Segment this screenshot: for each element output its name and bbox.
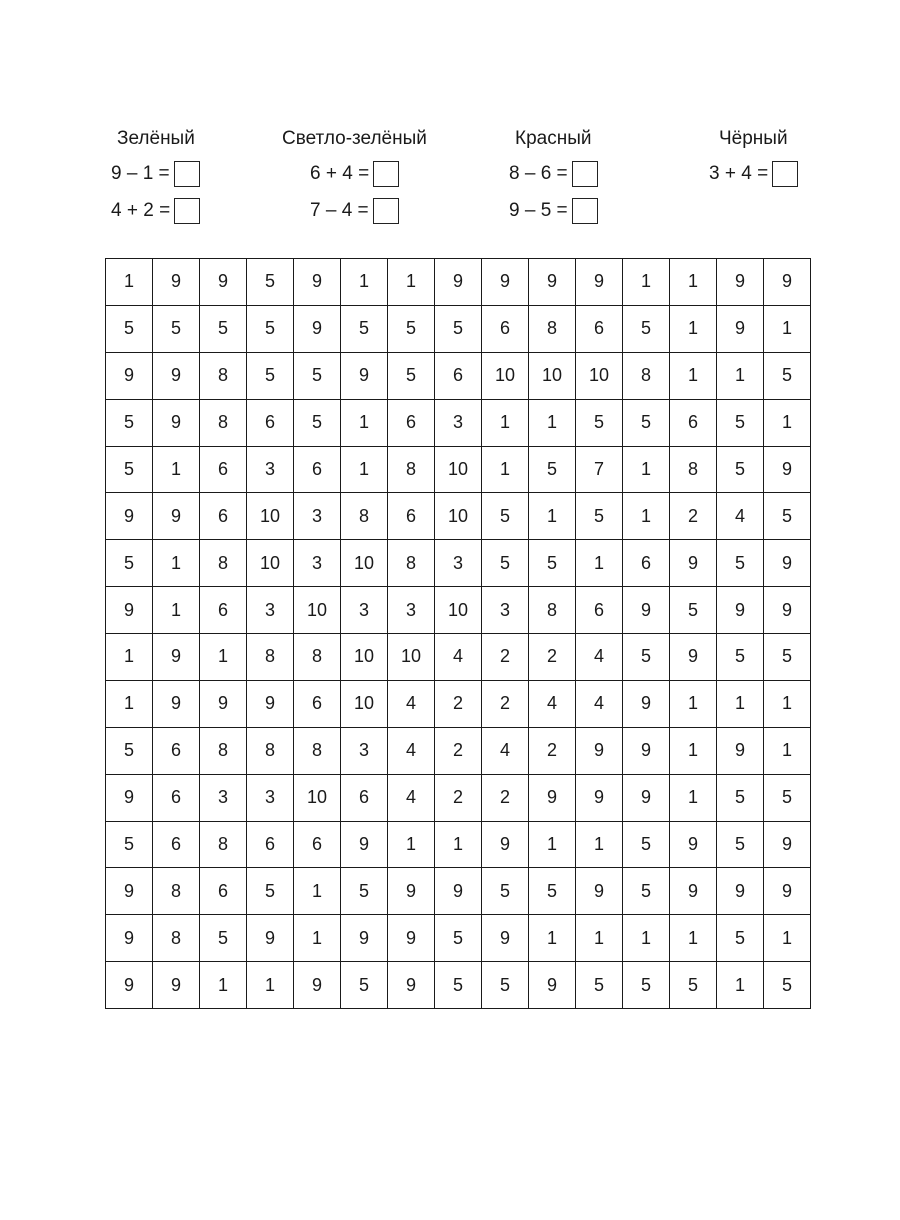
grid-cell[interactable]: 8 bbox=[670, 446, 717, 493]
grid-cell[interactable]: 1 bbox=[482, 446, 529, 493]
grid-cell[interactable]: 5 bbox=[435, 305, 482, 352]
grid-cell[interactable]: 9 bbox=[576, 868, 623, 915]
grid-cell[interactable]: 5 bbox=[764, 634, 811, 681]
grid-cell[interactable]: 3 bbox=[247, 774, 294, 821]
answer-box[interactable] bbox=[572, 198, 598, 224]
grid-cell[interactable]: 10 bbox=[576, 352, 623, 399]
grid-cell[interactable]: 4 bbox=[482, 727, 529, 774]
grid-cell[interactable]: 9 bbox=[388, 962, 435, 1009]
grid-cell[interactable]: 4 bbox=[388, 727, 435, 774]
grid-cell[interactable]: 8 bbox=[153, 868, 200, 915]
grid-cell[interactable]: 5 bbox=[764, 962, 811, 1009]
grid-cell[interactable]: 5 bbox=[294, 399, 341, 446]
grid-row bbox=[106, 821, 811, 868]
grid-cell[interactable]: 9 bbox=[764, 821, 811, 868]
grid-cell[interactable]: 9 bbox=[717, 305, 764, 352]
grid-cell[interactable]: 9 bbox=[106, 774, 153, 821]
grid-cell[interactable]: 3 bbox=[294, 540, 341, 587]
grid-cell[interactable]: 9 bbox=[341, 915, 388, 962]
grid-cell[interactable]: 10 bbox=[482, 352, 529, 399]
grid-cell[interactable]: 6 bbox=[200, 587, 247, 634]
grid-cell[interactable]: 5 bbox=[482, 540, 529, 587]
equation-text: 7 – 4 = bbox=[310, 200, 369, 221]
grid-cell[interactable]: 5 bbox=[247, 868, 294, 915]
grid-cell[interactable]: 5 bbox=[717, 821, 764, 868]
grid-cell[interactable]: 1 bbox=[623, 446, 670, 493]
grid-cell[interactable]: 4 bbox=[529, 680, 576, 727]
grid-cell[interactable]: 9 bbox=[764, 540, 811, 587]
grid-cell[interactable]: 2 bbox=[435, 680, 482, 727]
grid-cell[interactable]: 4 bbox=[388, 774, 435, 821]
grid-cell[interactable]: 5 bbox=[576, 493, 623, 540]
grid-cell[interactable]: 6 bbox=[623, 540, 670, 587]
grid-cell[interactable]: 6 bbox=[200, 868, 247, 915]
grid-cell[interactable]: 1 bbox=[200, 634, 247, 681]
grid-cell[interactable]: 9 bbox=[576, 774, 623, 821]
grid-cell[interactable]: 8 bbox=[200, 540, 247, 587]
grid-cell[interactable]: 5 bbox=[106, 305, 153, 352]
grid-cell[interactable]: 1 bbox=[670, 915, 717, 962]
grid-cell[interactable]: 6 bbox=[388, 493, 435, 540]
grid-cell[interactable]: 9 bbox=[153, 962, 200, 1009]
grid-cell[interactable]: 10 bbox=[294, 587, 341, 634]
grid-cell[interactable]: 1 bbox=[529, 821, 576, 868]
grid-cell[interactable]: 8 bbox=[294, 634, 341, 681]
grid-cell[interactable]: 5 bbox=[764, 352, 811, 399]
grid-cell[interactable]: 10 bbox=[435, 446, 482, 493]
grid-cell[interactable]: 9 bbox=[435, 259, 482, 306]
equation-text: 8 – 6 = bbox=[509, 163, 568, 184]
grid-cell[interactable]: 8 bbox=[529, 587, 576, 634]
grid-cell[interactable]: 5 bbox=[106, 399, 153, 446]
grid-cell[interactable]: 5 bbox=[529, 540, 576, 587]
grid-cell[interactable]: 5 bbox=[247, 352, 294, 399]
grid-cell[interactable]: 10 bbox=[341, 634, 388, 681]
grid-cell[interactable]: 1 bbox=[764, 680, 811, 727]
grid-cell[interactable]: 5 bbox=[717, 399, 764, 446]
grid-cell[interactable]: 5 bbox=[153, 305, 200, 352]
grid-row bbox=[106, 587, 811, 634]
grid-row bbox=[106, 446, 811, 493]
grid-cell[interactable]: 5 bbox=[341, 868, 388, 915]
grid-cell[interactable]: 9 bbox=[388, 915, 435, 962]
grid-cell[interactable]: 1 bbox=[670, 352, 717, 399]
grid-cell[interactable]: 6 bbox=[482, 305, 529, 352]
grid-cell[interactable]: 6 bbox=[247, 821, 294, 868]
grid-cell[interactable]: 9 bbox=[341, 352, 388, 399]
grid-cell[interactable]: 9 bbox=[153, 259, 200, 306]
grid-cell[interactable]: 5 bbox=[576, 962, 623, 1009]
answer-box[interactable] bbox=[572, 161, 598, 187]
legend-title-black: Чёрный bbox=[719, 128, 788, 149]
grid-cell[interactable]: 7 bbox=[576, 446, 623, 493]
grid-cell[interactable]: 9 bbox=[529, 774, 576, 821]
grid-cell[interactable]: 1 bbox=[764, 727, 811, 774]
grid-cell[interactable]: 5 bbox=[717, 774, 764, 821]
equation-red-2 bbox=[509, 197, 598, 225]
grid-cell[interactable]: 6 bbox=[435, 352, 482, 399]
grid-cell[interactable]: 9 bbox=[106, 587, 153, 634]
grid-cell[interactable]: 9 bbox=[670, 634, 717, 681]
grid-cell[interactable]: 5 bbox=[623, 634, 670, 681]
grid-cell[interactable]: 9 bbox=[576, 259, 623, 306]
grid-cell[interactable]: 1 bbox=[153, 540, 200, 587]
grid-cell[interactable]: 9 bbox=[764, 446, 811, 493]
grid-cell[interactable]: 8 bbox=[153, 915, 200, 962]
grid-cell[interactable]: 1 bbox=[717, 680, 764, 727]
grid-cell[interactable]: 9 bbox=[529, 259, 576, 306]
equation-green-1 bbox=[111, 160, 200, 188]
grid-cell[interactable]: 9 bbox=[153, 399, 200, 446]
grid-cell[interactable]: 9 bbox=[717, 259, 764, 306]
grid-cell[interactable]: 8 bbox=[200, 727, 247, 774]
grid-cell[interactable]: 9 bbox=[482, 821, 529, 868]
grid-cell[interactable]: 5 bbox=[717, 540, 764, 587]
grid-cell[interactable]: 1 bbox=[341, 259, 388, 306]
grid-cell[interactable]: 9 bbox=[623, 727, 670, 774]
grid-cell[interactable]: 1 bbox=[106, 259, 153, 306]
grid-cell[interactable]: 2 bbox=[482, 680, 529, 727]
grid-cell[interactable]: 9 bbox=[529, 962, 576, 1009]
answer-box[interactable] bbox=[772, 161, 798, 187]
grid-cell[interactable]: 3 bbox=[388, 587, 435, 634]
grid-cell[interactable]: 6 bbox=[153, 727, 200, 774]
grid-cell[interactable]: 3 bbox=[341, 587, 388, 634]
grid-cell[interactable]: 9 bbox=[717, 727, 764, 774]
grid-cell[interactable]: 9 bbox=[623, 680, 670, 727]
grid-row bbox=[106, 868, 811, 915]
grid-cell[interactable]: 3 bbox=[200, 774, 247, 821]
grid-cell[interactable]: 3 bbox=[435, 399, 482, 446]
grid-row bbox=[106, 540, 811, 587]
grid-cell[interactable]: 10 bbox=[247, 493, 294, 540]
grid-cell[interactable]: 1 bbox=[623, 493, 670, 540]
grid-cell[interactable]: 8 bbox=[200, 821, 247, 868]
grid-cell[interactable]: 5 bbox=[106, 821, 153, 868]
grid-cell[interactable]: 9 bbox=[106, 868, 153, 915]
grid-cell[interactable]: 6 bbox=[388, 399, 435, 446]
grid-cell[interactable]: 8 bbox=[388, 446, 435, 493]
grid-cell[interactable]: 4 bbox=[435, 634, 482, 681]
grid-cell[interactable]: 1 bbox=[576, 821, 623, 868]
grid-cell[interactable]: 5 bbox=[623, 305, 670, 352]
color-legend bbox=[0, 126, 900, 236]
grid-cell[interactable]: 1 bbox=[153, 587, 200, 634]
grid-cell[interactable]: 1 bbox=[670, 259, 717, 306]
answer-box[interactable] bbox=[174, 161, 200, 187]
grid-cell[interactable]: 5 bbox=[717, 634, 764, 681]
grid-cell[interactable]: 3 bbox=[247, 446, 294, 493]
answer-box[interactable] bbox=[174, 198, 200, 224]
grid-cell[interactable]: 1 bbox=[623, 915, 670, 962]
grid-cell[interactable]: 1 bbox=[764, 399, 811, 446]
grid-cell[interactable]: 1 bbox=[294, 915, 341, 962]
grid-cell[interactable]: 5 bbox=[623, 868, 670, 915]
grid-cell[interactable]: 2 bbox=[482, 634, 529, 681]
answer-box[interactable] bbox=[373, 198, 399, 224]
grid-cell[interactable]: 9 bbox=[623, 774, 670, 821]
grid-cell[interactable]: 8 bbox=[247, 727, 294, 774]
grid-cell[interactable]: 5 bbox=[529, 446, 576, 493]
grid-cell[interactable]: 6 bbox=[341, 774, 388, 821]
grid-cell[interactable]: 5 bbox=[764, 493, 811, 540]
grid-cell[interactable]: 1 bbox=[435, 821, 482, 868]
grid-cell[interactable]: 8 bbox=[200, 352, 247, 399]
grid-cell[interactable]: 5 bbox=[482, 868, 529, 915]
grid-cell[interactable]: 5 bbox=[388, 305, 435, 352]
grid-cell[interactable]: 1 bbox=[623, 259, 670, 306]
equation-text: 4 + 2 = bbox=[111, 200, 171, 221]
grid-cell[interactable]: 1 bbox=[576, 915, 623, 962]
equation-red-1 bbox=[509, 160, 598, 188]
grid-cell[interactable]: 5 bbox=[106, 540, 153, 587]
equation-text: 9 – 5 = bbox=[509, 200, 568, 221]
grid-cell[interactable]: 8 bbox=[341, 493, 388, 540]
grid-cell[interactable]: 6 bbox=[576, 305, 623, 352]
grid-cell[interactable]: 1 bbox=[482, 399, 529, 446]
grid-cell[interactable]: 10 bbox=[529, 352, 576, 399]
grid-row bbox=[106, 774, 811, 821]
grid-cell[interactable]: 5 bbox=[435, 962, 482, 1009]
grid-cell[interactable]: 9 bbox=[717, 587, 764, 634]
grid-row bbox=[106, 680, 811, 727]
grid-cell[interactable]: 6 bbox=[294, 446, 341, 493]
grid-cell[interactable]: 2 bbox=[529, 634, 576, 681]
grid-cell[interactable]: 8 bbox=[388, 540, 435, 587]
grid-cell[interactable]: 4 bbox=[576, 680, 623, 727]
grid-cell[interactable]: 5 bbox=[576, 399, 623, 446]
grid-cell[interactable]: 9 bbox=[106, 915, 153, 962]
grid-cell[interactable]: 10 bbox=[341, 540, 388, 587]
grid-cell[interactable]: 9 bbox=[153, 680, 200, 727]
grid-cell[interactable]: 9 bbox=[247, 915, 294, 962]
grid-cell[interactable]: 9 bbox=[106, 493, 153, 540]
equation-light-green-1 bbox=[310, 160, 399, 188]
grid-cell[interactable]: 3 bbox=[294, 493, 341, 540]
grid-cell[interactable]: 1 bbox=[529, 399, 576, 446]
grid-cell[interactable]: 5 bbox=[482, 962, 529, 1009]
number-grid bbox=[105, 258, 811, 1009]
grid-row bbox=[106, 493, 811, 540]
grid-cell[interactable]: 1 bbox=[341, 399, 388, 446]
grid-cell[interactable]: 1 bbox=[294, 868, 341, 915]
grid-cell[interactable]: 9 bbox=[482, 915, 529, 962]
grid-cell[interactable]: 8 bbox=[529, 305, 576, 352]
grid-cell[interactable]: 5 bbox=[482, 493, 529, 540]
grid-row bbox=[106, 915, 811, 962]
grid-cell[interactable]: 1 bbox=[670, 305, 717, 352]
equation-text: 3 + 4 = bbox=[709, 163, 769, 184]
grid-cell[interactable]: 1 bbox=[106, 634, 153, 681]
equation-green-2 bbox=[111, 197, 200, 225]
grid-cell[interactable]: 6 bbox=[200, 493, 247, 540]
grid-cell[interactable]: 9 bbox=[294, 962, 341, 1009]
grid-cell[interactable]: 6 bbox=[576, 587, 623, 634]
grid-cell[interactable]: 9 bbox=[247, 680, 294, 727]
grid-cell[interactable]: 9 bbox=[670, 868, 717, 915]
grid-cell[interactable]: 10 bbox=[388, 634, 435, 681]
grid-cell[interactable]: 5 bbox=[341, 962, 388, 1009]
grid-cell[interactable]: 5 bbox=[623, 399, 670, 446]
grid-row bbox=[106, 305, 811, 352]
grid-cell[interactable]: 4 bbox=[717, 493, 764, 540]
grid-cell[interactable]: 8 bbox=[623, 352, 670, 399]
grid-cell[interactable]: 9 bbox=[153, 352, 200, 399]
grid-cell[interactable]: 5 bbox=[106, 727, 153, 774]
grid-cell[interactable]: 6 bbox=[294, 821, 341, 868]
grid-cell[interactable]: 10 bbox=[247, 540, 294, 587]
grid-cell[interactable]: 8 bbox=[247, 634, 294, 681]
grid-cell[interactable]: 6 bbox=[200, 446, 247, 493]
grid-cell[interactable]: 5 bbox=[435, 915, 482, 962]
legend-title-green: Зелёный bbox=[117, 128, 195, 149]
grid-cell[interactable]: 5 bbox=[247, 259, 294, 306]
grid-cell[interactable]: 9 bbox=[764, 868, 811, 915]
grid-cell[interactable]: 1 bbox=[717, 352, 764, 399]
grid-cell[interactable]: 1 bbox=[670, 774, 717, 821]
grid-cell[interactable]: 9 bbox=[294, 305, 341, 352]
grid-cell[interactable]: 6 bbox=[247, 399, 294, 446]
legend-title-light-green: Светло-зелёный bbox=[282, 128, 427, 149]
grid-cell[interactable]: 3 bbox=[482, 587, 529, 634]
answer-box[interactable] bbox=[373, 161, 399, 187]
grid-cell[interactable]: 3 bbox=[247, 587, 294, 634]
grid-cell[interactable]: 5 bbox=[623, 962, 670, 1009]
grid-cell[interactable]: 1 bbox=[670, 727, 717, 774]
grid-cell[interactable]: 9 bbox=[106, 352, 153, 399]
grid-cell[interactable]: 9 bbox=[576, 727, 623, 774]
grid-cell[interactable]: 1 bbox=[576, 540, 623, 587]
grid-cell[interactable]: 1 bbox=[670, 680, 717, 727]
grid-cell[interactable]: 5 bbox=[623, 821, 670, 868]
grid-cell[interactable]: 3 bbox=[341, 727, 388, 774]
grid-cell[interactable]: 9 bbox=[482, 259, 529, 306]
grid-cell[interactable]: 1 bbox=[764, 915, 811, 962]
grid-cell[interactable]: 5 bbox=[106, 446, 153, 493]
grid-cell[interactable]: 9 bbox=[764, 259, 811, 306]
grid-cell[interactable]: 9 bbox=[153, 634, 200, 681]
grid-cell[interactable]: 9 bbox=[670, 821, 717, 868]
grid-cell[interactable]: 8 bbox=[200, 399, 247, 446]
grid-cell[interactable]: 9 bbox=[764, 587, 811, 634]
grid-cell[interactable]: 10 bbox=[294, 774, 341, 821]
grid-cell[interactable]: 6 bbox=[153, 821, 200, 868]
grid-cell[interactable]: 5 bbox=[200, 915, 247, 962]
grid-cell[interactable]: 2 bbox=[435, 774, 482, 821]
grid-cell[interactable]: 1 bbox=[341, 446, 388, 493]
grid-cell[interactable]: 6 bbox=[153, 774, 200, 821]
grid-cell[interactable]: 9 bbox=[200, 259, 247, 306]
grid-cell[interactable]: 4 bbox=[388, 680, 435, 727]
grid-cell[interactable]: 5 bbox=[670, 962, 717, 1009]
grid-cell[interactable]: 9 bbox=[717, 868, 764, 915]
grid-row bbox=[106, 962, 811, 1009]
grid-cell[interactable]: 1 bbox=[106, 680, 153, 727]
grid-cell[interactable]: 10 bbox=[341, 680, 388, 727]
grid-cell[interactable]: 2 bbox=[529, 727, 576, 774]
grid-cell[interactable]: 9 bbox=[153, 493, 200, 540]
grid-cell[interactable]: 5 bbox=[670, 587, 717, 634]
grid-cell[interactable]: 2 bbox=[435, 727, 482, 774]
grid-cell[interactable]: 9 bbox=[106, 962, 153, 1009]
grid-cell[interactable]: 5 bbox=[200, 305, 247, 352]
equation-light-green-2 bbox=[310, 197, 399, 225]
equation-text: 6 + 4 = bbox=[310, 163, 370, 184]
grid-row bbox=[106, 352, 811, 399]
grid-cell[interactable]: 9 bbox=[200, 680, 247, 727]
grid-cell[interactable]: 1 bbox=[153, 446, 200, 493]
grid-cell[interactable]: 9 bbox=[435, 868, 482, 915]
grid-cell[interactable]: 5 bbox=[341, 305, 388, 352]
grid-cell[interactable]: 1 bbox=[529, 493, 576, 540]
legend-title-red: Красный bbox=[515, 128, 592, 149]
grid-cell[interactable]: 2 bbox=[482, 774, 529, 821]
grid-cell[interactable]: 1 bbox=[717, 962, 764, 1009]
grid-cell[interactable]: 1 bbox=[388, 259, 435, 306]
grid-cell[interactable]: 6 bbox=[294, 680, 341, 727]
grid-cell[interactable]: 9 bbox=[341, 821, 388, 868]
grid-row bbox=[106, 259, 811, 306]
grid-cell[interactable]: 5 bbox=[717, 915, 764, 962]
grid-cell[interactable]: 1 bbox=[529, 915, 576, 962]
grid-cell[interactable]: 5 bbox=[717, 446, 764, 493]
equation-text: 9 – 1 = bbox=[111, 163, 170, 184]
grid-cell[interactable]: 8 bbox=[294, 727, 341, 774]
grid-cell[interactable]: 4 bbox=[576, 634, 623, 681]
grid-cell[interactable]: 5 bbox=[529, 868, 576, 915]
grid-cell[interactable]: 1 bbox=[200, 962, 247, 1009]
grid-cell[interactable]: 9 bbox=[388, 868, 435, 915]
grid-cell[interactable]: 1 bbox=[388, 821, 435, 868]
grid-cell[interactable]: 9 bbox=[670, 540, 717, 587]
grid-cell[interactable]: 9 bbox=[623, 587, 670, 634]
grid-cell[interactable]: 1 bbox=[764, 305, 811, 352]
equation-black-1 bbox=[709, 160, 798, 188]
grid-cell[interactable]: 5 bbox=[764, 774, 811, 821]
grid-cell[interactable]: 9 bbox=[294, 259, 341, 306]
grid-cell[interactable]: 10 bbox=[435, 587, 482, 634]
grid-cell[interactable]: 5 bbox=[388, 352, 435, 399]
grid-cell[interactable]: 3 bbox=[435, 540, 482, 587]
grid-cell[interactable]: 1 bbox=[247, 962, 294, 1009]
grid-row bbox=[106, 727, 811, 774]
grid-row bbox=[106, 634, 811, 681]
grid-cell[interactable]: 6 bbox=[670, 399, 717, 446]
grid-cell[interactable]: 10 bbox=[435, 493, 482, 540]
grid-cell[interactable]: 2 bbox=[670, 493, 717, 540]
grid-row bbox=[106, 399, 811, 446]
grid-cell[interactable]: 5 bbox=[247, 305, 294, 352]
grid-cell[interactable]: 5 bbox=[294, 352, 341, 399]
